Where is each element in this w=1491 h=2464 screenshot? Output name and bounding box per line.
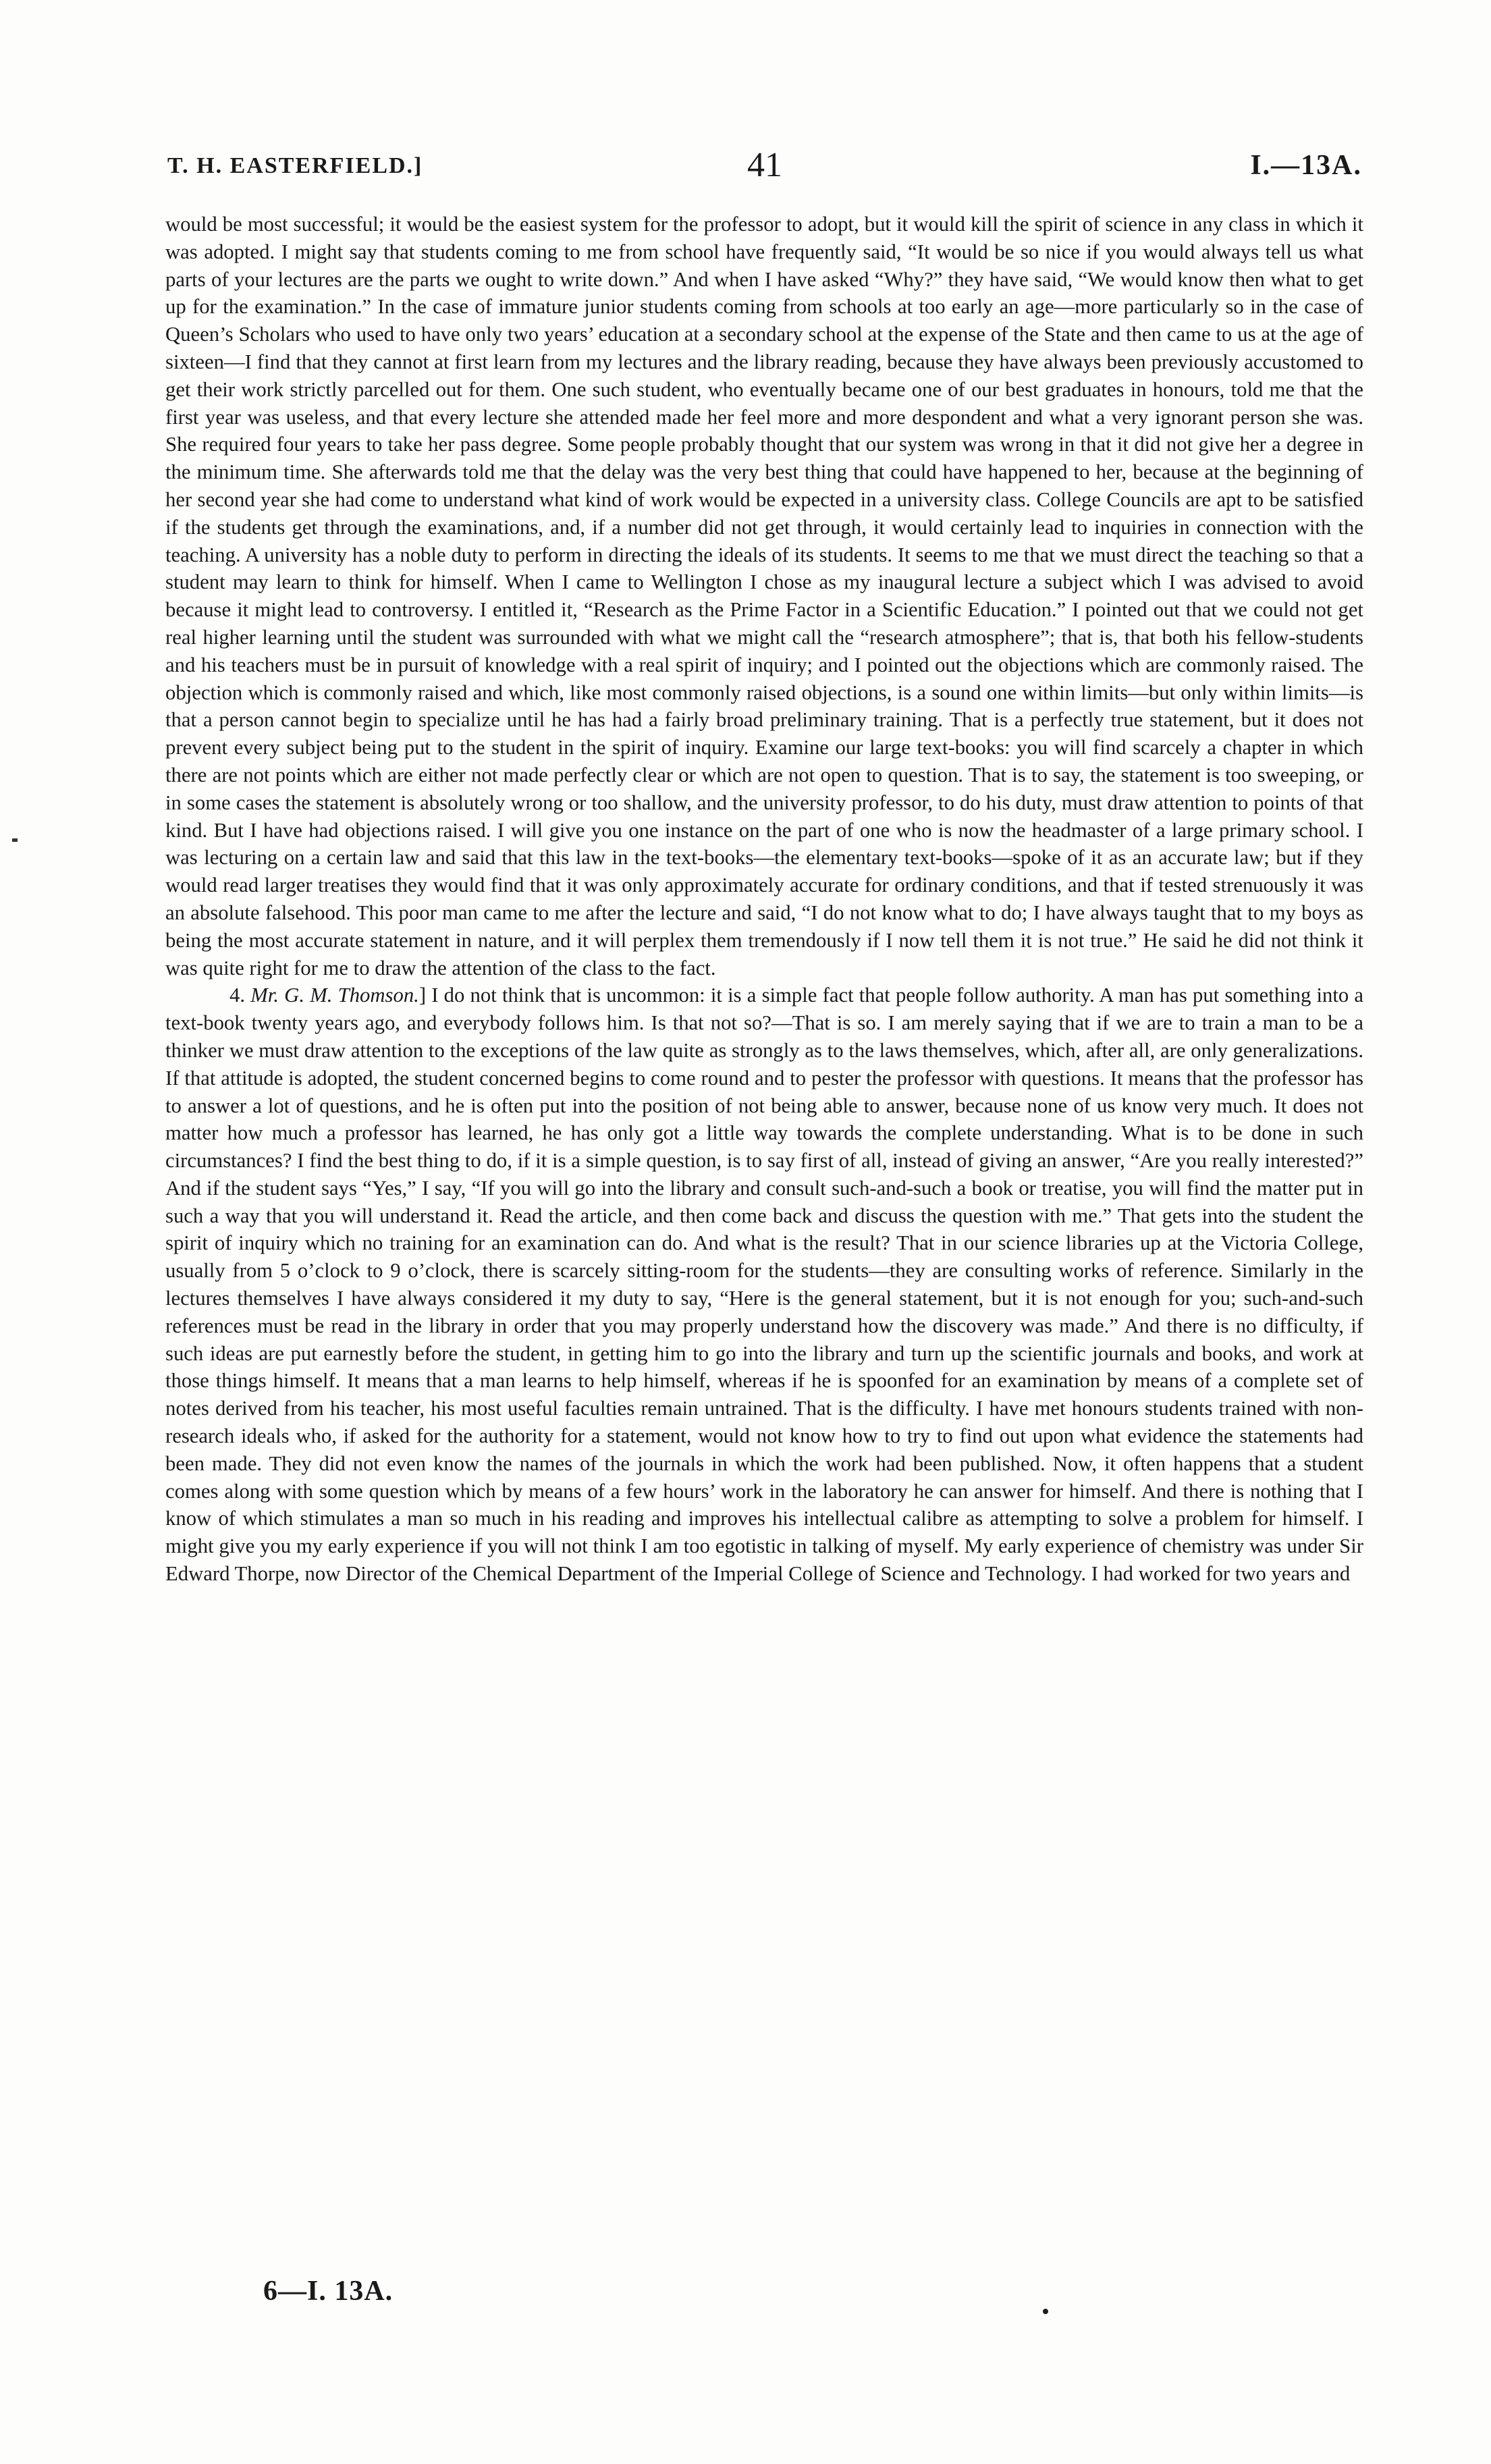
header-witness-name: T. H. EASTERFIELD.] <box>167 153 423 178</box>
paragraph-continued: would be most successful; it would be the easiest system for the professor to adopt, but it would kill the spirit of science in any class in which it was adopted. I might say that students coming to me from school have frequently said, “It would be so nice if you would always tell us what parts of your lectures are the parts we ought to write down.” And when I have asked “Why?” they have said, “We would know then what to get up for the examination.” In the case of immature junior students coming from schools at too early an age—more particularly so in the case of Queen’s Scholars who used to have only two years’ education at a secondary school at the expense of the State and then came to us at the age of sixteen—I find that they cannot at first learn from my lectures and the library reading, because they have always been previously accustomed to get their work strictly parcelled out for them. One such student, who eventually became one of our best graduates in honours, told me that the first year was useless, and that every lecture she attended made her feel more and more despondent and what a very ignorant person she was. She required four years to take her pass degree. Some people probably thought that our system was wrong in that it did not give her a degree in the minimum time. She afterwards told me that the delay was the very best thing that could have happened to her, because at the beginning of her second year she had come to understand what kind of work would be expected in a university class. College Councils are apt to be satisfied if the students get through the examinations, and, if a number did not get through, it would certainly lead to inquiries in connection with the teaching. A university has a noble duty to perform in directing the ideals of its students. It seems to me that we must direct the teaching so that a student may learn to think for himself. When I came to Wellington I chose as my inaugural lecture a subject which I was advised to avoid because it might lead to controversy. I entitled it, “Research as the Prime Factor in a Scientific Education.” I pointed out that we could not get real higher learning until the student was surrounded with what we might call the “research atmosphere”; that is, that both his fellow-students and his teachers must be in pursuit of knowledge with a real spirit of inquiry; and I pointed out the objections which are commonly raised. The objection which is commonly raised and which, like most commonly raised objections, is a sound one within limits—but only within limits—is that a person cannot begin to specialize until he has had a fairly broad preliminary training. That is a perfectly true statement, but it does not prevent every subject being put to the student in the spirit of inquiry. Examine our large text-books: you will find scarcely a chapter in which there are not points which are either not made perfectly clear or which are not open to question. That is to say, the statement is too sweeping, or in some cases the statement is absolutely wrong or too shallow, and the university professor, to do his duty, must draw attention to points of that kind. But I have had objections raised. I will give you one instance on the part of one who is now the headmaster of a large primary school. I was lecturing on a certain law and said that this law in the text-books—the elementary text-books—spoke of it as an accurate law; but if they would read larger treatises they would find that it was only approximately accurate for ordinary conditions, and that if tested strenuously it was an absolute falsehood. This poor man came to me after the lecture and said, “I do not know what to do; I have always taught that to my boys as being the most accurate statement in nature, and it will perplex them tremendously if I now tell them it is not true.” He said he did not think it was quite right for me to draw the attention of the class to the fact. <box>165 213 1363 980</box>
page-number: 41 <box>747 146 782 184</box>
page-header <box>167 145 1362 192</box>
printer-signature: 6—I. 13A. <box>263 2276 394 2307</box>
margin-mark <box>12 838 18 842</box>
question-number: 4. <box>229 984 251 1007</box>
paper-reference: I.—13A. <box>1250 150 1362 181</box>
footer-dot <box>1043 2309 1048 2314</box>
paragraph-question-4 <box>165 982 1363 1588</box>
body-text <box>165 211 1363 1588</box>
paragraph-text: ] I do not think that is uncommon: it is a simple fact that people follow authority. A man has put something into a text-book twenty years ago, and everybody follows him. Is that not so?—That is so. I am merely saying that if we are to train a man to be a thinker we must draw attention to the exceptions of the law quite as strongly as to the laws themselves, which, after all, are only generalizations. If that attitude is adopted, the student concerned begins to come round and to pester the professor with questions. It means that the professor has to answer a lot of questions, and he is often put into the position of not being able to answer, because none of us know very much. It does not matter how much a professor has learned, he has only got a little way towards the complete understanding. What is to be done in such circumstances? I find the best thing to do, if it is a simple question, is to say first of all, instead of giving an answer, “Are you really interested?” And if the student says “Yes,” I say, “If you will go into the library and consult such-and-such a book or treatise, you will find the matter put in such a way that you will understand it. Read the article, and then come back and discuss the question with me.” That gets into the student the spirit of inquiry which no training for an examination can do. And what is the result? That in our science libraries up at the Victoria College, usually from 5 o’clock to 9 o’clock, there is scarcely sitting-room for the students—they are consulting works of reference. Similarly in the lectures themselves I have always considered it my duty to say, “Here is the general statement, but it is not enough for you; such-and-such references must be read in the library in order that you may properly understand how the discovery was made.” And there is no difficulty, if such ideas are put earnestly before the student, in getting him to go into the library and turn up the scientific journals and books, and work at those things himself. It means that a man learns to help himself, whereas if he is spoonfed for an examination by means of a complete set of notes derived from his teacher, his most useful faculties remain untrained. That is the difficulty. I have met honours students trained with non-research ideals who, if asked for the authority for a statement, would not know how to try to find out upon what evidence the statements had been made. They did not even know the names of the journals in which the work had been published. Now, it often happens that a student comes along with some question which by means of a few hours’ work in the laboratory he can answer for himself. And there is nothing that I know of which stimulates a man so much in his reading and improves his intellectual calibre as attempting to solve a problem for himself. I might give you my early experience if you will not think I am too egotistic in talking of myself. My early experience of chemistry was under Sir Edward Thorpe, now Director of the Chemical Department of the Imperial College of Science and Technology. I had worked for two years and <box>165 984 1364 1586</box>
speaker-name: Mr. G. M. Thomson. <box>250 984 419 1007</box>
